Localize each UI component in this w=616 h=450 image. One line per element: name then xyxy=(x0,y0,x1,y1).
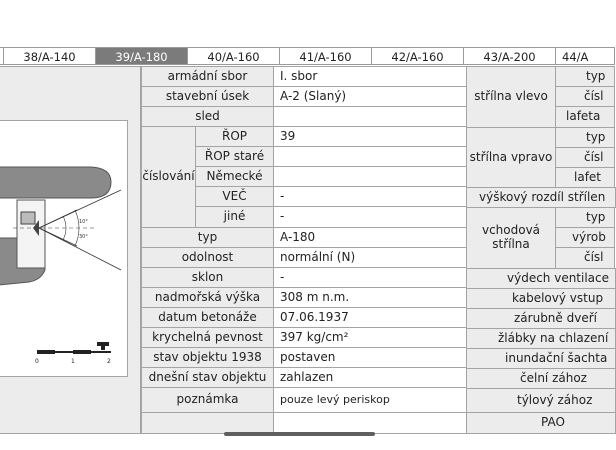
jine-value: - xyxy=(273,206,467,228)
strilna-vlevo-cisl: čísl xyxy=(555,86,615,107)
dnesni-stav-label: dnešní stav objektu xyxy=(141,367,274,388)
sklon-label: sklon xyxy=(141,267,274,288)
object-tabs xyxy=(0,47,600,66)
tab-44[interactable]: 44/A xyxy=(555,47,615,65)
stav-1938-value: postaven xyxy=(273,347,467,368)
svg-text:10°: 10° xyxy=(79,219,88,225)
zarubne-dveri-label: zárubně dveří xyxy=(466,308,616,329)
vyskovy-rozdil-label: výškový rozdíl střílen xyxy=(466,187,616,208)
nadmorska-vyska-label: nadmořská výška xyxy=(141,287,274,308)
strilna-vpravo-typ: typ xyxy=(555,127,615,148)
zlabky-label: žlábky na chlazení xyxy=(466,328,616,349)
vchodova-cisl: čísl xyxy=(555,247,615,269)
poznamka-value: pouze levý periskop xyxy=(273,387,467,413)
nadmorska-vyska-value: 308 m n.m. xyxy=(273,287,467,308)
sled-value xyxy=(273,106,467,127)
vec-label: VEČ xyxy=(195,186,274,207)
stav-1938-label: stav objektu 1938 xyxy=(141,347,274,368)
datum-betonaze-value: 07.06.1937 xyxy=(273,307,467,328)
strilna-vpravo-lafet: lafet xyxy=(555,167,615,188)
strilna-vlevo-typ: typ xyxy=(555,66,615,87)
object-detail-table xyxy=(0,66,610,434)
strilna-vpravo-cisl: čísl xyxy=(555,147,615,168)
horizontal-scrollbar[interactable] xyxy=(224,432,375,436)
vec-value: - xyxy=(273,186,467,207)
vydech-ventilace-label: výdech ventilace xyxy=(466,268,616,289)
bunker-plan-image xyxy=(0,120,128,377)
krychelna-pevnost-value: 397 kg/cm² xyxy=(273,327,467,348)
armadni-sbor-label: armádní sbor xyxy=(141,66,274,87)
svg-text:30°: 30° xyxy=(79,234,88,240)
tylovy-zahoz-label: týlový zához xyxy=(466,388,616,413)
jine-label: jiné xyxy=(195,206,274,228)
sklon-value: - xyxy=(273,267,467,288)
kabelovy-vstup-label: kabelový vstup xyxy=(466,288,616,309)
stavebni-usek-label: stavební úsek xyxy=(141,86,274,107)
sled-label: sled xyxy=(141,106,274,127)
poznamka-label: poznámka xyxy=(141,387,274,413)
rop-value: 39 xyxy=(273,126,467,147)
strilna-vlevo-label: střílna vlevo xyxy=(466,66,556,128)
tab-38-a140[interactable]: 38/A-140 xyxy=(3,47,96,65)
datum-betonaze-label: datum betonáže xyxy=(141,307,274,328)
tab-42-a160[interactable]: 42/A-160 xyxy=(371,47,464,65)
bunker-plan-drawing xyxy=(0,120,129,377)
stavebni-usek-value: A-2 (Slaný) xyxy=(273,86,467,107)
odolnost-label: odolnost xyxy=(141,247,274,268)
typ-value: A-180 xyxy=(273,227,467,248)
empty-label xyxy=(141,412,274,434)
strilna-vlevo-lafeta: lafeta xyxy=(555,106,615,128)
tab-39-a180[interactable]: 39/A-180 xyxy=(95,47,188,65)
krychelna-pevnost-label: krychelná pevnost xyxy=(141,327,274,348)
armadni-sbor-value: I. sbor xyxy=(273,66,467,87)
celni-zahoz-label: čelní zához xyxy=(466,368,616,389)
svg-text:0: 0 xyxy=(35,358,39,365)
vchodova-typ: typ xyxy=(555,207,615,228)
svg-text:1: 1 xyxy=(71,358,75,365)
rop-stare-value xyxy=(273,146,467,167)
tab-43-a200[interactable]: 43/A-200 xyxy=(463,47,556,65)
cislovani-label: číslování xyxy=(141,126,196,228)
nemecke-value xyxy=(273,166,467,187)
tab-40-a160[interactable]: 40/A-160 xyxy=(187,47,280,65)
dnesni-stav-value: zahlazen xyxy=(273,367,467,388)
pao-label: PAO xyxy=(466,412,616,434)
svg-text:2: 2 xyxy=(107,358,111,365)
tab-41-a160[interactable]: 41/A-160 xyxy=(279,47,372,65)
odolnost-value: normální (N) xyxy=(273,247,467,268)
rop-label: ŘOP xyxy=(195,126,274,147)
nemecke-label: Německé xyxy=(195,166,274,187)
typ-label: typ xyxy=(141,227,274,248)
vchodova-strilna-label: vchodová střílna xyxy=(466,207,556,269)
empty-value xyxy=(273,412,467,434)
vchodova-vyrob: výrob xyxy=(555,227,615,248)
inundacni-label: inundační šachta xyxy=(466,348,616,369)
rop-stare-label: ŘOP staré xyxy=(195,146,274,167)
strilna-vpravo-label: střílna vpravo xyxy=(466,127,556,188)
